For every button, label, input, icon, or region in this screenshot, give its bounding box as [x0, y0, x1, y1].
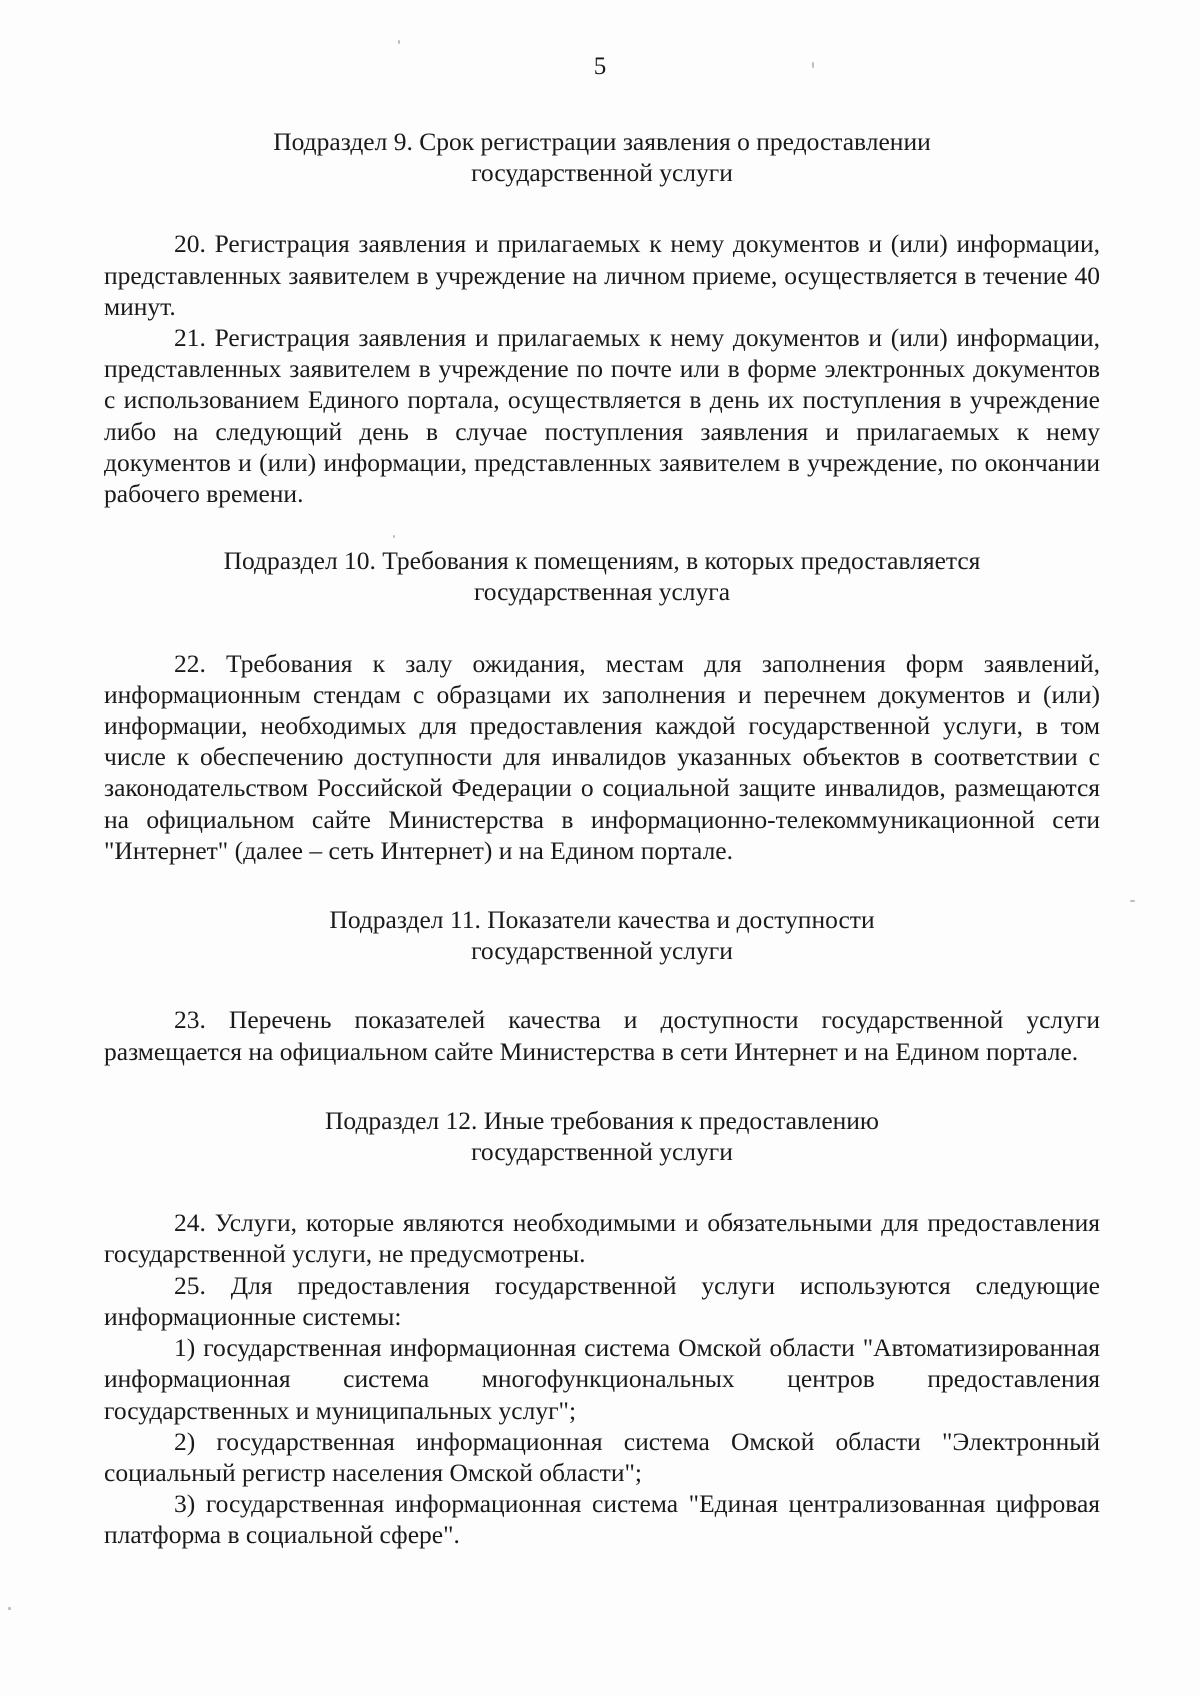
paragraph-21: 21. Регистрация заявления и прилагаемых к нему документов и (или) информации, представленных заявителем в учреждение по почте или в форме электронных документов с использованием Единого портала, осуществляется в день их поступления в учреждение либо на следующий день в случае поступления заявления и прилагаемых к нему документов и (или) информации, представленных заявителем в учреждение, по окончании рабочего времени.: [104, 323, 1100, 509]
document-body: [104, 126, 1100, 1551]
subsection-11-heading-line2: государственной услуги: [471, 936, 733, 966]
paragraph-25: 25. Для предоставления государственной услуги используются следующие информационные системы:: [104, 1270, 1100, 1331]
subsection-9-heading-line2: государственной услуги: [471, 158, 733, 188]
scan-artifact: [398, 40, 400, 44]
subsection-9-heading: [104, 126, 1100, 188]
scan-artifact: [1130, 900, 1135, 902]
subsection-9-heading-line1: Подраздел 9. Срок регистрации заявления о предоставлении: [273, 127, 931, 156]
subsection-10-heading-line1: Подраздел 10. Требования к помещениям, в которых предоставляется: [223, 546, 981, 576]
list-item-2: 2) государственная информационная система Омской области "Электронный социальный регистр населения Омской области";: [104, 1426, 1100, 1487]
scan-artifact: [393, 535, 395, 538]
paragraph-22: 22. Требования к залу ожидания, местам для заполнения форм заявлений, информационным стендам с образцами их заполнения и перечнем документов и (или) информации, необходимых для предоставления каждой государственной услуги, в том числе к обеспечению доступности для инвалидов указанных объектов в соответствии с законодательством Российской Федерации о социальной защите инвалидов, размещаются на официальном сайте Министерства в информационно-телекоммуникационной сети "Интернет" (далее – сеть Интернет) и на Едином портале.: [104, 648, 1100, 865]
paragraph-23: 23. Перечень показателей качества и доступности государственной услуги размещается на официальном сайте Министерства в сети Интернет и на Едином портале.: [104, 1005, 1100, 1066]
page-number: 5: [593, 53, 607, 80]
subsection-11-heading: [104, 904, 1100, 966]
paragraph-20: 20. Регистрация заявления и прилагаемых к нему документов и (или) информации, представленных заявителем в учреждение на личном приеме, осуществляется в течение 40 минут.: [104, 229, 1100, 321]
subsection-10-heading-line2: государственная услуга: [473, 577, 731, 607]
paragraph-24: 24. Услуги, которые являются необходимыми и обязательными для предоставления государственной услуги, не предусмотрены.: [104, 1208, 1100, 1269]
scan-artifact: [812, 62, 814, 68]
subsection-12-heading-line2: государственной услуги: [471, 1137, 733, 1167]
subsection-12-heading-line1: Подраздел 12. Иные требования к предоставлению: [325, 1105, 879, 1135]
subsection-10-heading: [104, 545, 1100, 607]
scan-artifact: [8, 1607, 11, 1610]
list-item-1: 1) государственная информационная система Омской области "Автоматизированная информационная система многофункциональных центров предоставления государственных и муниципальных услуг";: [104, 1333, 1100, 1425]
list-item-3: 3) государственная информационная система "Единая централизованная цифровая платформа в социальной сфере".: [104, 1489, 1100, 1550]
subsection-12-heading: [104, 1105, 1100, 1167]
subsection-11-heading-line1: Подраздел 11. Показатели качества и доступности: [329, 905, 875, 935]
